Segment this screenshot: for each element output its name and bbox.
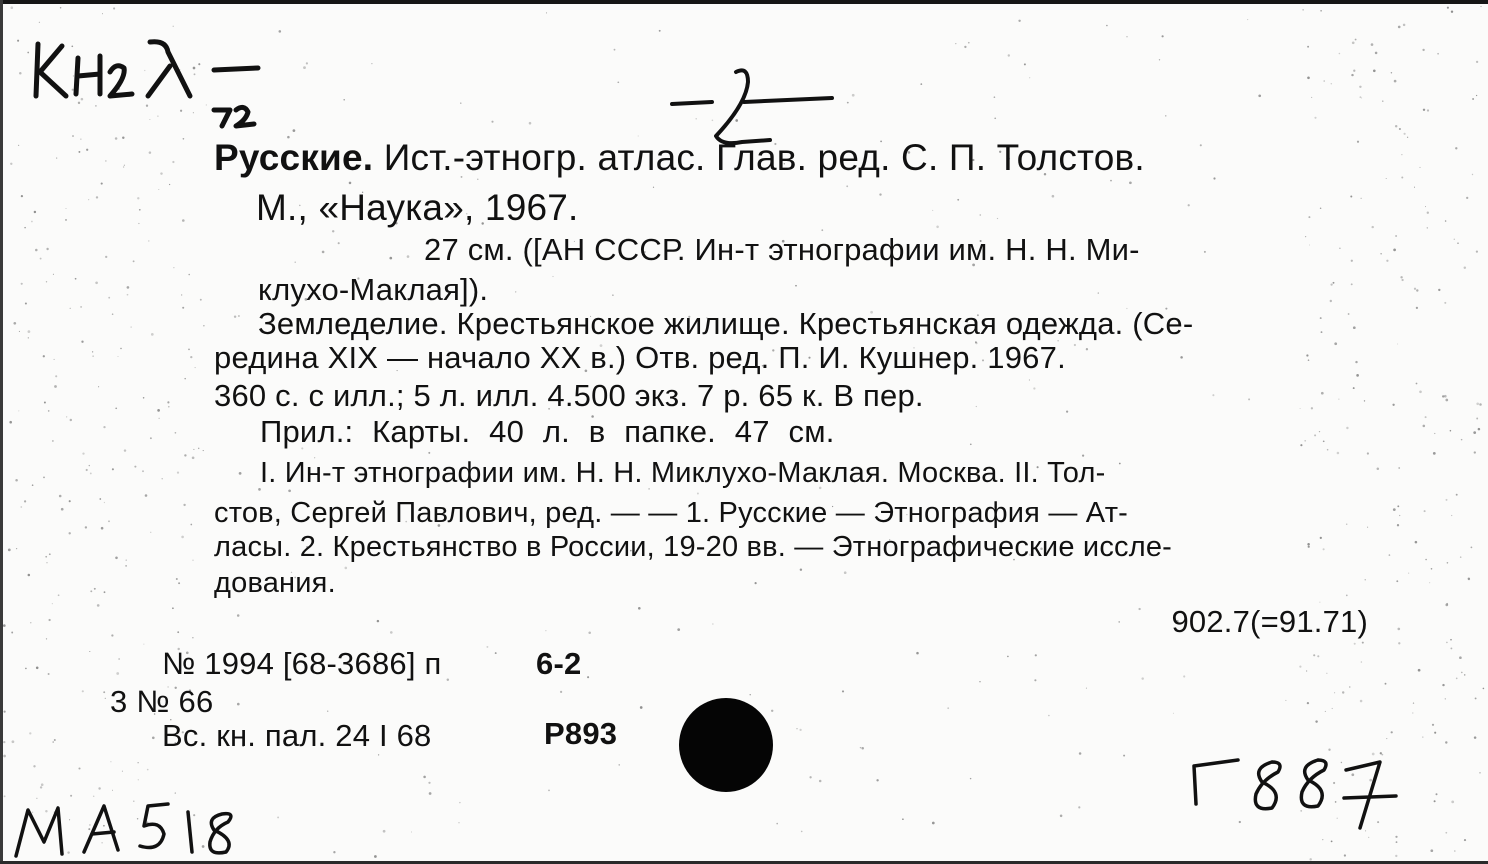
contents-line: Земледелие. Крестьянское жилище. Крестьянская одежда. (Се-	[258, 306, 1194, 341]
size-series-line: 27 см. ([АН СССР. Ин-т этнографии им. Н. Н. Ми-	[424, 232, 1140, 267]
registration-code: 6-2	[536, 646, 582, 681]
registration-number: № 1994 [68-3686] п	[162, 646, 442, 681]
volume-number: 3 № 66	[110, 684, 214, 719]
imprint-line: М., «Наука», 1967.	[256, 187, 579, 228]
tracing-line: ласы. 2. Крестьянство в России, 19-20 вв. — Этнографические иссле-	[214, 531, 1173, 563]
classification-number: 902.7(=91.71)	[1171, 604, 1368, 639]
contents-line: редина XIX — начало XX в.) Отв. ред. П. И. Кушнер. 1967.	[214, 340, 1066, 375]
book-chamber-code: Р893	[544, 716, 618, 751]
copy-mark-handwriting	[672, 70, 832, 143]
shelf-mark-handwriting	[36, 42, 258, 96]
shelf-number-handwriting	[214, 107, 254, 126]
title-rest: Ист.-этногр. атлас. Глав. ред. С. П. Толстов.	[373, 137, 1145, 178]
supplement-line: Прил.: Карты. 40 л. в папке. 47 см.	[260, 414, 835, 449]
series-continuation-line: клухо-Маклая]).	[258, 272, 489, 307]
contents-line: 360 с. с илл.; 5 л. илл. 4.500 экз. 7 р. 65 к. В пер.	[214, 378, 924, 413]
tracing-line: стов, Сергей Павлович, ред. — — 1. Русские — Этнография — Ат-	[214, 497, 1129, 529]
inventory-mark-handwriting	[16, 804, 231, 856]
book-chamber-line: Вс. кн. пал. 24 I 68	[162, 718, 432, 753]
location-mark-handwriting	[1194, 760, 1396, 828]
tracing-line: дования.	[214, 567, 336, 599]
tracing-line: I. Ин-т этнографии им. Н. Н. Миклухо-Маклая. Москва. II. Тол-	[260, 457, 1106, 489]
card-punch-hole	[679, 698, 773, 792]
heading-word: Русские.	[214, 137, 374, 178]
title-line	[214, 136, 1145, 180]
